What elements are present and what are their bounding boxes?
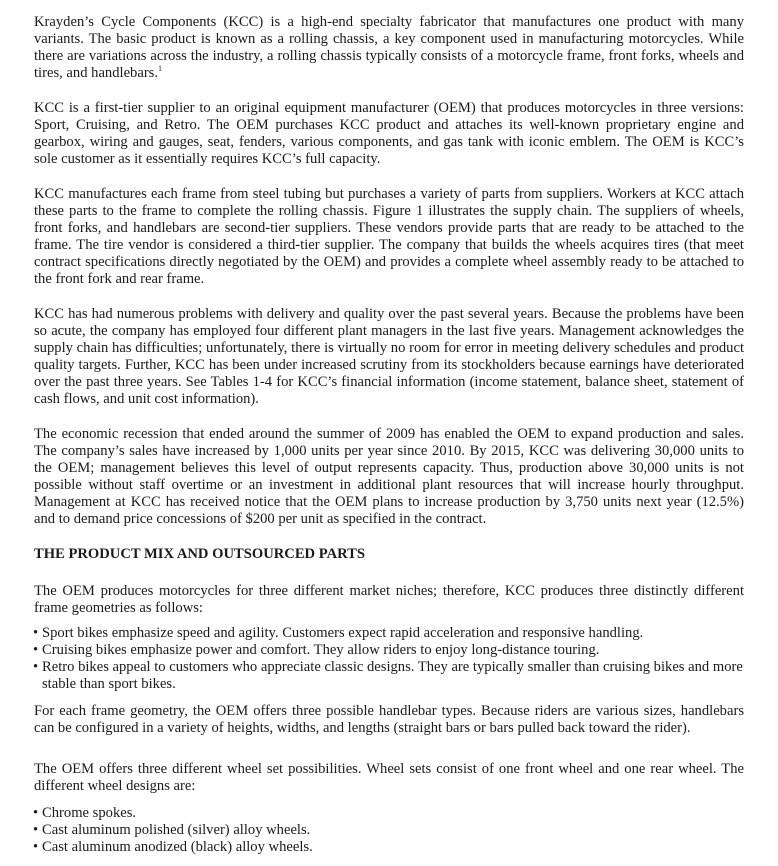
paragraph-product-mix: The OEM produces motorcycles for three different market niches; therefore, KCC produces three distinctly different frame geometries as follows:	[34, 583, 744, 616]
paragraph-problems: KCC has had numerous problems with delivery and quality over the past several years. Because the problems have been so acute, the company has employed four different plant managers in the last five years. Management acknowledges the supply chain has difficulties; unfortunately, there is virtually no room for error in meeting delivery schedules and product quality targets. Further, KCC has been under increased scrutiny from its stockholders because earnings have deteriorated over the past three years. See Tables 1-4 for KCC’s financial information (income statement, balance sheet, statement of cash flows, and unit cost information).	[34, 306, 744, 407]
paragraph-recession: The economic recession that ended around the summer of 2009 has enabled the OEM to expand production and sales. The company’s sales have increased by 1,000 units per year since 2010. By 2015, KCC was delivering 30,000 units to the OEM; management believes this level of output represents capacity. Thus, production above 30,000 units is not possible without staff overtime or an investment in additional plant resources that will increase hourly throughput. Management at KCC has received notice that the OEM plans to increase production by 3,750 units next year (12.5%) and to demand price concessions of $200 per unit as specified in the contract.	[34, 426, 744, 527]
list-item: • Cast aluminum anodized (black) alloy wheels.	[34, 839, 744, 856]
wheel-design-list	[34, 805, 744, 856]
paragraph-manufacturing: KCC manufactures each frame from steel tubing but purchases a variety of parts from suppliers. Workers at KCC attach these parts to the frame to complete the rolling chassis. Figure 1 illustrates the supply chain. The suppliers of wheels, front forks, and handlebars are second-tier suppliers. These vendors provide parts that are ready to be attached to the frame. The tire vendor is considered a third-tier supplier. The company that builds the wheels acquires tires (that meet contract specifications directly negotiated by the OEM) and provides a complete wheel assembly ready to be attached to the front fork and rear frame.	[34, 186, 744, 287]
document-page	[34, 14, 744, 866]
paragraph-intro	[34, 14, 744, 82]
list-item: • Chrome spokes.	[34, 805, 744, 822]
paragraph-wheels: The OEM offers three different wheel set possibilities. Wheel sets consist of one front wheel and one rear wheel. The different wheel designs are:	[34, 761, 744, 794]
section-heading: THE PRODUCT MIX AND OUTSOURCED PARTS	[34, 546, 365, 562]
frame-geometry-list	[34, 625, 744, 693]
paragraph-supplier: KCC is a first-tier supplier to an original equipment manufacturer (OEM) that produces motorcycles in three versions: Sport, Cruising, and Retro. The OEM purchases KCC product and attaches its well-known proprietary engine and gearbox, wiring and gauges, seat, fenders, various components, and gas tank with iconic emblem. The OEM is KCC’s sole customer as it essentially requires KCC’s full capacity.	[34, 100, 744, 167]
footnote-marker: 1	[158, 64, 163, 74]
list-item: • Cruising bikes emphasize power and comfort. They allow riders to enjoy long-distance touring.	[34, 642, 744, 659]
list-item: • Cast aluminum polished (silver) alloy wheels.	[34, 822, 744, 839]
list-item: • Sport bikes emphasize speed and agility. Customers expect rapid acceleration and responsive handling.	[34, 625, 744, 642]
paragraph-handlebars: For each frame geometry, the OEM offers three possible handlebar types. Because riders are various sizes, handlebars can be configured in a variety of heights, widths, and lengths (straight bars or bars pulled back toward the rider).	[34, 703, 744, 736]
paragraph-intro-text: Krayden’s Cycle Components (KCC) is a high-end specialty fabricator that manufactures one product with many variants. The basic product is known as a rolling chassis, a key component used in manufacturing motorcycles. While there are variations across the industry, a rolling chassis typically consists of a motorcycle frame, front forks, wheels and tires, and handlebars.	[34, 14, 744, 81]
list-item: • Retro bikes appeal to customers who appreciate classic designs. They are typically smaller than cruising bikes and more stable than sport bikes.	[34, 659, 744, 693]
